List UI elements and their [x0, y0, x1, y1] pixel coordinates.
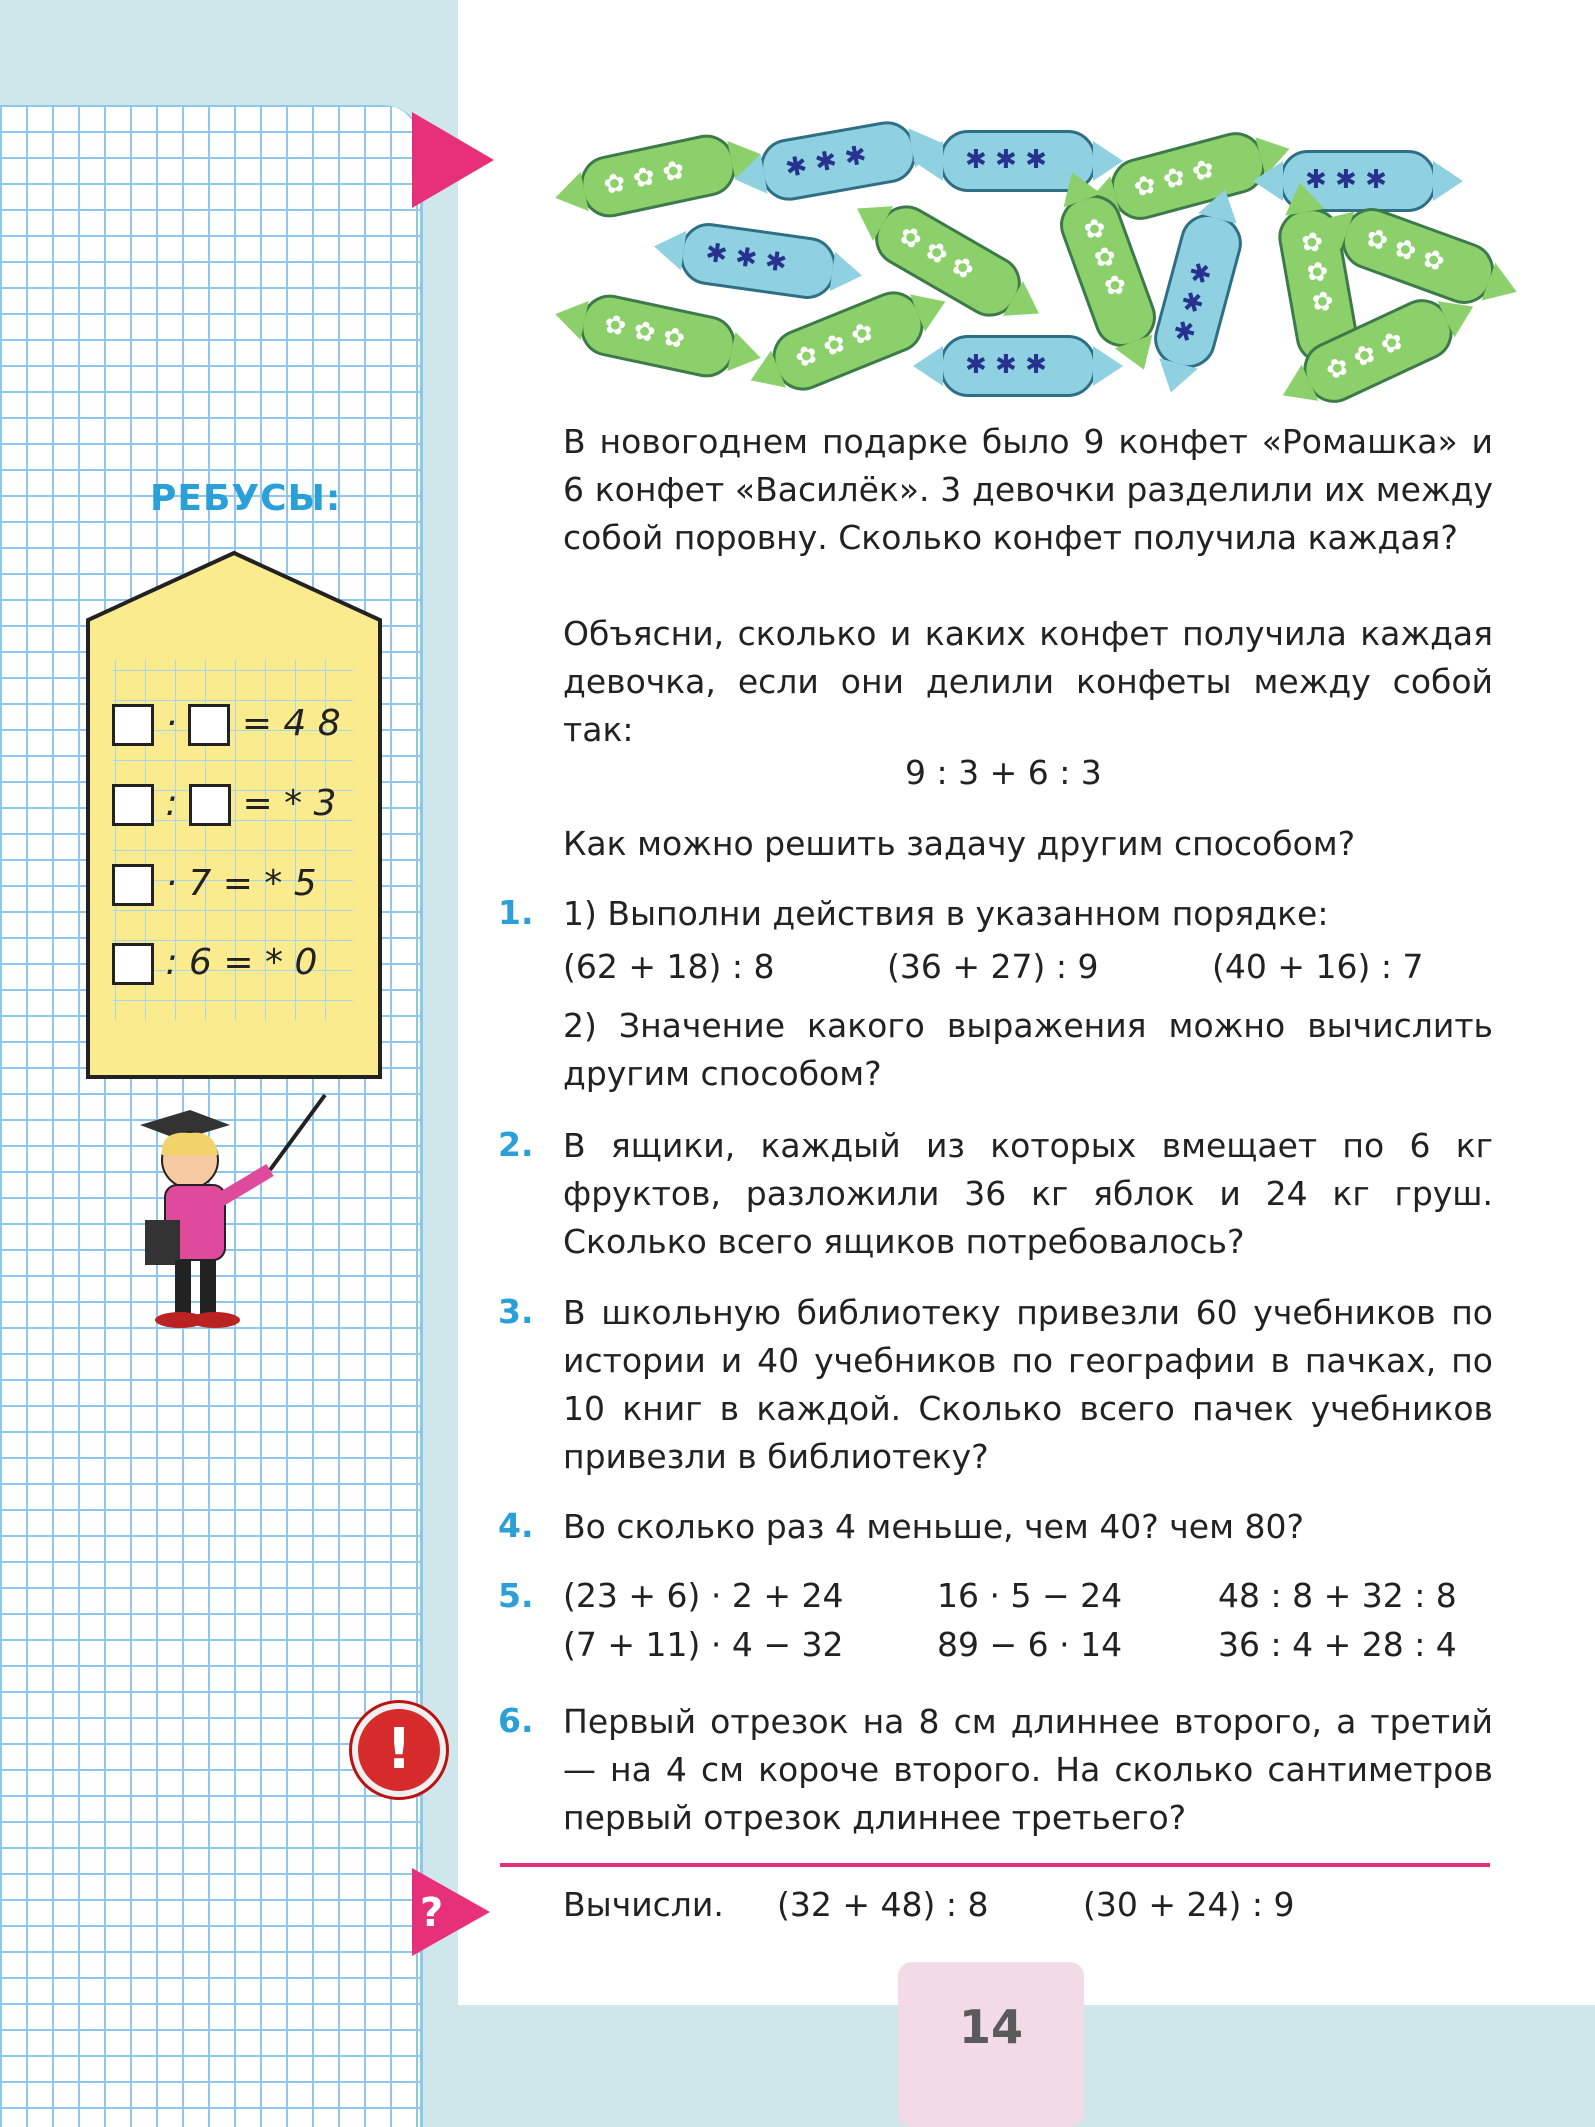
task-1-expr-2: (36 + 27) : 9	[887, 947, 1099, 986]
task-2-text: В ящики, каждый из которых вмещает по 6 кг фруктов, разложили 36 кг яблок и 24 кг груш. Сколько всего ящиков потребовалось?	[563, 1126, 1493, 1261]
candy-romashka: ✿ ✿ ✿	[1274, 204, 1362, 368]
task-5-expr: 48 : 8 + 32 : 8	[1218, 1576, 1457, 1615]
section-divider	[500, 1863, 1490, 1867]
candy-vasilek: ✱ ✱ ✱	[1148, 208, 1248, 375]
candy-vasilek: ✱ ✱ ✱	[940, 335, 1096, 397]
task-3-number: 3.	[498, 1292, 534, 1331]
task-1-expr-3: (40 + 16) : 7	[1212, 947, 1424, 986]
rebus-result: = 4 8	[241, 703, 341, 744]
rebus-title: РЕБУСЫ:	[150, 478, 342, 519]
rebus-line-1	[112, 703, 341, 746]
page-number: 14	[958, 2000, 1023, 2054]
intro-question: Как можно решить задачу другим способом?	[563, 824, 1356, 863]
task-2-number: 2.	[498, 1125, 534, 1164]
task-5-expr: (7 + 11) · 4 − 32	[563, 1625, 844, 1664]
task-1-part2: 2) Значение какого выражения можно вычислить другим способом?	[563, 1006, 1493, 1093]
candy-vasilek: ✱ ✱ ✱	[676, 219, 839, 302]
rebus-operator: ·	[165, 703, 177, 744]
candy-romashka: ✿ ✿ ✿	[1334, 200, 1502, 312]
task-6-text: Первый отрезок на 8 см длиннее второго, а третий — на 4 см короче второго. На сколько сантиметров первый отрезок длиннее третьего?	[563, 1702, 1493, 1837]
blank-square	[112, 704, 154, 746]
rebus-operand: · 7	[165, 863, 212, 904]
blank-square	[189, 784, 231, 826]
candy-vasilek: ✱ ✱ ✱	[1280, 150, 1436, 212]
candy-romashka: ✿ ✿ ✿	[1052, 187, 1164, 355]
rebus-line-3	[112, 863, 317, 906]
task-1-number: 1.	[498, 893, 534, 932]
candy-vasilek: ✱ ✱ ✱	[940, 130, 1096, 192]
candy-romashka: ✿ ✿ ✿	[764, 283, 932, 399]
blank-square	[112, 784, 154, 826]
candy-romashka: ✿ ✿ ✿	[575, 129, 740, 222]
blank-square	[112, 864, 154, 906]
question-mark-icon: ?	[420, 1890, 444, 1936]
candy-romashka: ✿ ✿ ✿	[1105, 126, 1272, 226]
bottom-label: Вычисли.	[563, 1885, 724, 1924]
task-1-part1: 1) Выполни действия в указанном порядке:	[563, 894, 1329, 933]
blank-square	[112, 943, 154, 985]
rebus-result: = * 5	[222, 863, 317, 904]
blank-square	[188, 704, 230, 746]
task-5-number: 5.	[498, 1576, 534, 1615]
task-5-expr: 36 : 4 + 28 : 4	[1218, 1625, 1457, 1664]
rebus-result: = * 0	[223, 942, 318, 983]
task-4-text: Во сколько раз 4 меньше, чем 40? чем 80?	[563, 1507, 1305, 1546]
task-1-expr-1: (62 + 18) : 8	[563, 947, 775, 986]
bottom-expr-1: (32 + 48) : 8	[777, 1885, 989, 1924]
intro-explain-text: Объясни, сколько и каких конфет получила каждая девочка, если они делили конфеты между собой так:	[563, 614, 1493, 749]
attention-exclamation-icon: !	[352, 1703, 446, 1797]
task-3-text: В школьную библиотеку привезли 60 учебников по истории и 40 учебников по географии в пачках, по 10 книг в каждой. Сколько всего пачек учебников привезли в библиотеку?	[563, 1293, 1493, 1476]
task-5-expr: (23 + 6) · 2 + 24	[563, 1576, 844, 1615]
rebus-line-2	[112, 783, 336, 826]
candy-romashka: ✿ ✿ ✿	[575, 289, 740, 382]
task-6-number: 6.	[498, 1701, 534, 1740]
rebus-operand: : 6	[165, 942, 212, 983]
bottom-expr-2: (30 + 24) : 9	[1083, 1885, 1295, 1924]
rebus-operator: :	[165, 783, 178, 824]
pink-triangle-marker	[412, 112, 494, 208]
page-number-tab	[898, 1962, 1084, 2127]
candy-romashka: ✿ ✿ ✿	[1294, 290, 1462, 412]
rebus-result: = * 3	[242, 783, 337, 824]
candies-illustration	[560, 110, 1449, 410]
task-5-expr: 16 · 5 − 24	[937, 1576, 1123, 1615]
candy-romashka: ✿ ✿ ✿	[865, 195, 1031, 327]
task-5-expr: 89 − 6 · 14	[937, 1625, 1123, 1664]
intro-formula: 9 : 3 + 6 : 3	[905, 753, 1102, 792]
intro-problem-text: В новогоднем подарке было 9 конфет «Ромашка» и 6 конфет «Василёк». 3 девочки разделили их между собой поровну. Сколько конфет получила каждая?	[563, 422, 1493, 557]
task-4-number: 4.	[498, 1506, 534, 1545]
candy-vasilek: ✱ ✱ ✱	[756, 117, 920, 205]
question-marker	[412, 1868, 490, 1956]
rebus-line-4	[112, 942, 317, 985]
teacher-illustration	[120, 1085, 330, 1335]
